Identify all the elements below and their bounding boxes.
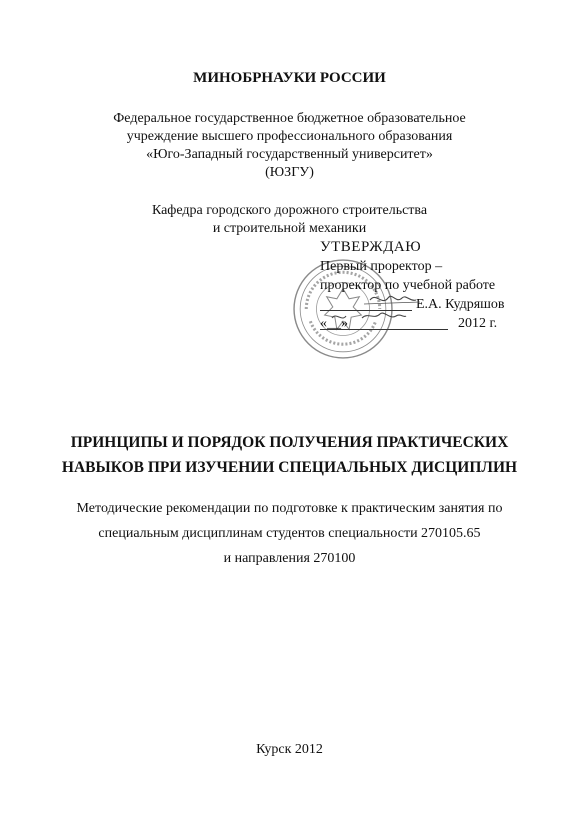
approval-position-line1: Первый проректор – [320,259,443,274]
university-block [0,110,579,182]
approval-year: 2012 г. [458,316,498,331]
subtitle-line: Методические рекомендации по подготовке к практическим занятия по [76,501,503,516]
university-line: Федеральное государственное бюджетное образовательное [113,111,466,126]
university-abbreviation: (ЮЗГУ) [265,165,314,180]
subtitle-line: специальным дисциплинам студентов специальности 270105.65 [98,526,481,541]
university-line: учреждение высшего профессионального образования [126,129,453,144]
department-line: и строительной механики [212,221,367,236]
university-line: «Юго-Западный государственный университет» [146,147,433,162]
signatory-name: Е.А. Кудряшов [416,297,505,312]
department-line: Кафедра городского дорожного строительства [151,203,428,218]
approval-heading: УТВЕРЖДАЮ [320,239,422,255]
city-year-footer: Курск 2012 [256,742,323,757]
ministry-header: МИНОБРНАУКИ РОССИИ [193,70,386,86]
document-title [0,430,579,480]
date-day: «__» [320,316,348,331]
title-line: ПРИНЦИПЫ И ПОРЯДОК ПОЛУЧЕНИЯ ПРАКТИЧЕСКИХ [70,434,509,451]
subtitle-line: и направления 270100 [223,551,356,566]
title-line: НАВЫКОВ ПРИ ИЗУЧЕНИИ СПЕЦИАЛЬНЫХ ДИСЦИПЛИН [61,459,518,476]
department-block [0,202,579,238]
handwritten-signature [318,278,478,338]
document-subtitle [0,496,579,571]
approval-position-line2: проректор по учебной работе [320,278,496,293]
